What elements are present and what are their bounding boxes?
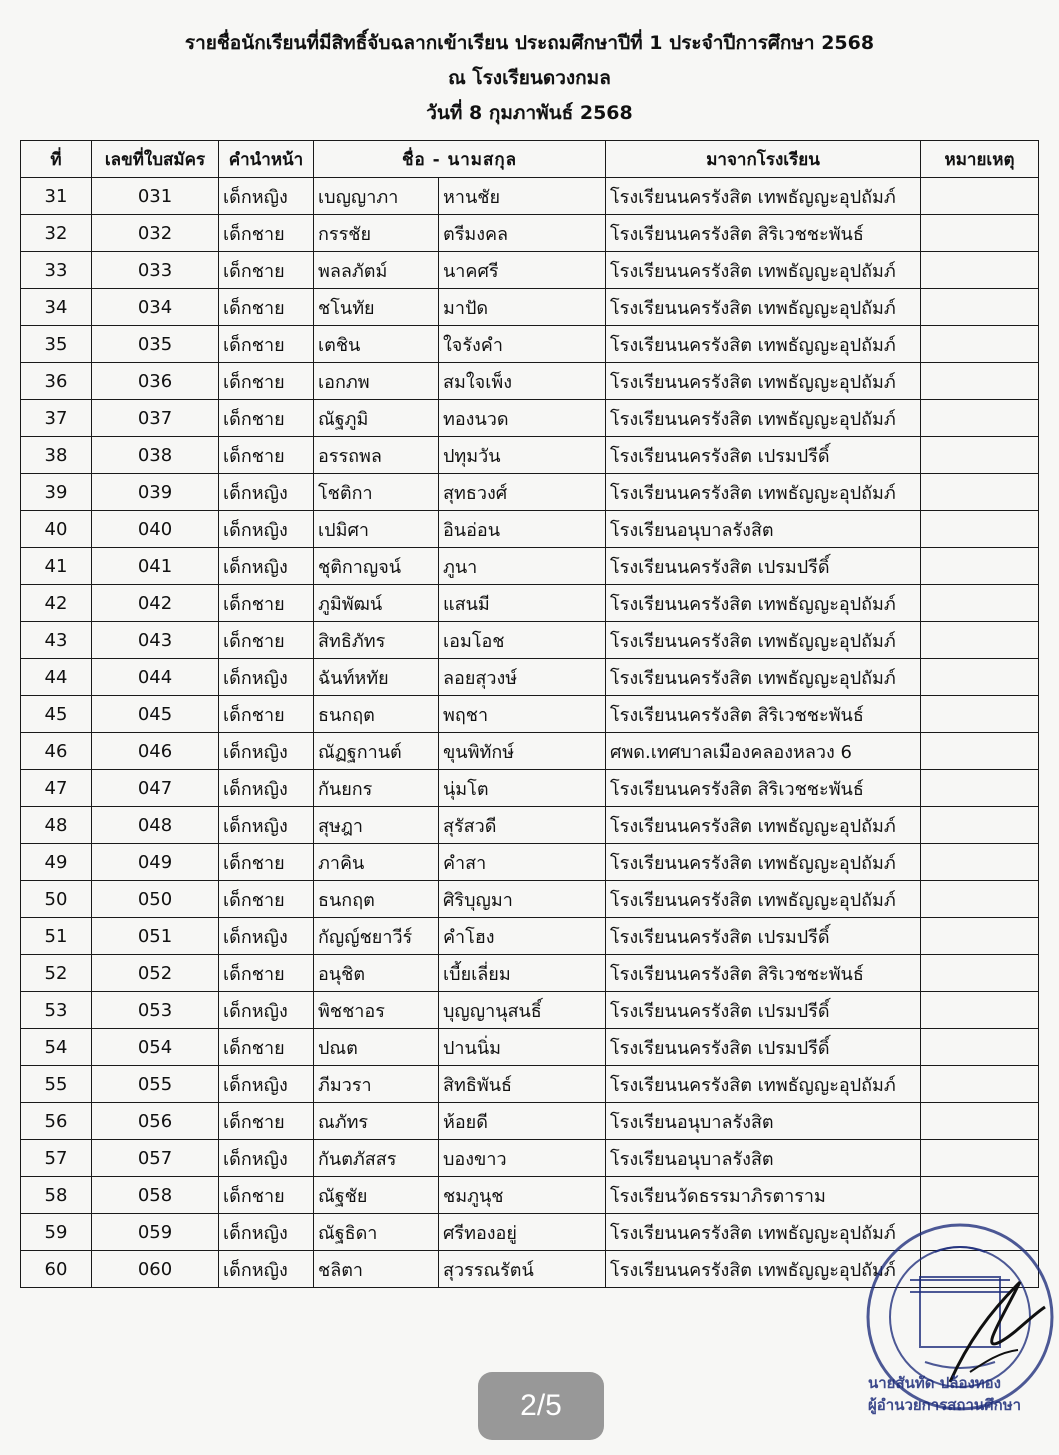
cell-no: 56	[21, 1103, 92, 1140]
cell-remark	[921, 659, 1039, 696]
cell-remark	[921, 881, 1039, 918]
table-row	[21, 955, 1039, 992]
table-row	[21, 548, 1039, 585]
cell-prefix: เด็กชาย	[219, 363, 314, 400]
cell-app-no: 055	[92, 1066, 219, 1103]
cell-school: โรงเรียนวัดธรรมาภิรตาราม	[606, 1177, 921, 1214]
cell-first-name: โชติกา	[314, 474, 439, 511]
cell-app-no: 056	[92, 1103, 219, 1140]
cell-first-name: ณัฏฐกานต์	[314, 733, 439, 770]
cell-prefix: เด็กชาย	[219, 1177, 314, 1214]
cell-school: โรงเรียนอนุบาลรังสิต	[606, 511, 921, 548]
cell-school: โรงเรียนนครรังสิต เทพธัญญะอุปถัมภ์	[606, 1066, 921, 1103]
cell-prefix: เด็กชาย	[219, 1103, 314, 1140]
cell-first-name: ปณต	[314, 1029, 439, 1066]
cell-app-no: 037	[92, 400, 219, 437]
cell-first-name: ภีมวรา	[314, 1066, 439, 1103]
cell-last-name: นุ่มโต	[439, 770, 606, 807]
cell-prefix: เด็กชาย	[219, 437, 314, 474]
cell-app-no: 051	[92, 918, 219, 955]
cell-last-name: พฤชา	[439, 696, 606, 733]
cell-app-no: 036	[92, 363, 219, 400]
cell-prefix: เด็กชาย	[219, 955, 314, 992]
cell-app-no: 053	[92, 992, 219, 1029]
cell-last-name: สุรัสวดี	[439, 807, 606, 844]
cell-app-no: 034	[92, 289, 219, 326]
cell-remark	[921, 622, 1039, 659]
cell-remark	[921, 474, 1039, 511]
cell-prefix: เด็กหญิง	[219, 511, 314, 548]
cell-remark	[921, 437, 1039, 474]
cell-app-no: 035	[92, 326, 219, 363]
cell-no: 52	[21, 955, 92, 992]
cell-last-name: สมใจเพ็ง	[439, 363, 606, 400]
header-school: ณ โรงเรียนดวงกมล	[448, 67, 611, 89]
cell-no: 51	[21, 918, 92, 955]
cell-prefix: เด็กหญิง	[219, 548, 314, 585]
cell-remark	[921, 548, 1039, 585]
table-row	[21, 659, 1039, 696]
col-header-remark: หมายเหตุ	[921, 141, 1039, 178]
cell-school: โรงเรียนนครรังสิต เทพธัญญะอุปถัมภ์	[606, 178, 921, 215]
cell-no: 35	[21, 326, 92, 363]
cell-prefix: เด็กหญิง	[219, 1140, 314, 1177]
cell-no: 38	[21, 437, 92, 474]
cell-remark	[921, 1140, 1039, 1177]
col-header-school: มาจากโรงเรียน	[606, 141, 921, 178]
table-row	[21, 252, 1039, 289]
cell-school: โรงเรียนนครรังสิต เปรมปรีดิ์	[606, 1029, 921, 1066]
cell-remark	[921, 363, 1039, 400]
cell-first-name: ธนกฤต	[314, 881, 439, 918]
table-row	[21, 992, 1039, 1029]
cell-prefix: เด็กชาย	[219, 622, 314, 659]
cell-last-name: เอมโอช	[439, 622, 606, 659]
cell-school: โรงเรียนนครรังสิต เปรมปรีดิ์	[606, 992, 921, 1029]
page-indicator: 2/5	[478, 1372, 604, 1440]
cell-school: โรงเรียนนครรังสิต เทพธัญญะอุปถัมภ์	[606, 252, 921, 289]
cell-first-name: เบญญาภา	[314, 178, 439, 215]
cell-no: 39	[21, 474, 92, 511]
cell-last-name: คำโฮง	[439, 918, 606, 955]
cell-no: 58	[21, 1177, 92, 1214]
cell-school: โรงเรียนนครรังสิต เทพธัญญะอุปถัมภ์	[606, 881, 921, 918]
cell-prefix: เด็กหญิง	[219, 733, 314, 770]
cell-prefix: เด็กหญิง	[219, 918, 314, 955]
cell-prefix: เด็กชาย	[219, 252, 314, 289]
cell-no: 59	[21, 1214, 92, 1251]
table-row	[21, 844, 1039, 881]
cell-remark	[921, 1066, 1039, 1103]
cell-last-name: บุญญานุสนธิ์	[439, 992, 606, 1029]
cell-school: โรงเรียนนครรังสิต สิริเวชชะพันธ์	[606, 955, 921, 992]
cell-first-name: ฉันท์หทัย	[314, 659, 439, 696]
document-header	[0, 26, 1059, 131]
cell-app-no: 032	[92, 215, 219, 252]
cell-no: 50	[21, 881, 92, 918]
cell-school: โรงเรียนอนุบาลรังสิต	[606, 1103, 921, 1140]
cell-first-name: ชุติกาญจน์	[314, 548, 439, 585]
cell-no: 43	[21, 622, 92, 659]
cell-app-no: 045	[92, 696, 219, 733]
table-row	[21, 770, 1039, 807]
cell-school: โรงเรียนนครรังสิต เทพธัญญะอุปถัมภ์	[606, 807, 921, 844]
cell-app-no: 054	[92, 1029, 219, 1066]
cell-last-name: อินอ่อน	[439, 511, 606, 548]
cell-remark	[921, 1103, 1039, 1140]
cell-prefix: เด็กหญิง	[219, 1214, 314, 1251]
table-row	[21, 696, 1039, 733]
cell-last-name: มาปัด	[439, 289, 606, 326]
cell-no: 36	[21, 363, 92, 400]
signer-title: ผู้อำนวยการสถานศึกษา	[868, 1396, 1022, 1414]
cell-app-no: 042	[92, 585, 219, 622]
cell-first-name: ณัฐธิดา	[314, 1214, 439, 1251]
cell-no: 48	[21, 807, 92, 844]
cell-app-no: 047	[92, 770, 219, 807]
cell-last-name: ตรีมงคล	[439, 215, 606, 252]
table-row	[21, 474, 1039, 511]
cell-app-no: 041	[92, 548, 219, 585]
cell-prefix: เด็กหญิง	[219, 659, 314, 696]
cell-remark	[921, 733, 1039, 770]
cell-app-no: 043	[92, 622, 219, 659]
cell-first-name: ณัฐภูมิ	[314, 400, 439, 437]
cell-no: 47	[21, 770, 92, 807]
cell-last-name: ปทุมวัน	[439, 437, 606, 474]
cell-last-name: ศรีทองอยู่	[439, 1214, 606, 1251]
cell-first-name: พิชชาอร	[314, 992, 439, 1029]
cell-school: โรงเรียนนครรังสิต เทพธัญญะอุปถัมภ์	[606, 400, 921, 437]
cell-no: 31	[21, 178, 92, 215]
cell-no: 32	[21, 215, 92, 252]
cell-school: โรงเรียนนครรังสิต เปรมปรีดิ์	[606, 548, 921, 585]
cell-app-no: 059	[92, 1214, 219, 1251]
cell-prefix: เด็กชาย	[219, 215, 314, 252]
cell-school: โรงเรียนนครรังสิต เทพธัญญะอุปถัมภ์	[606, 363, 921, 400]
cell-remark	[921, 400, 1039, 437]
table-row	[21, 881, 1039, 918]
signature-block	[868, 1372, 1059, 1416]
cell-school: โรงเรียนนครรังสิต เปรมปรีดิ์	[606, 437, 921, 474]
cell-remark	[921, 770, 1039, 807]
table-row	[21, 289, 1039, 326]
cell-no: 49	[21, 844, 92, 881]
col-header-name: ชื่อ - นามสกุล	[314, 141, 606, 178]
cell-last-name: สิทธิพันธ์	[439, 1066, 606, 1103]
cell-school: โรงเรียนนครรังสิต เทพธัญญะอุปถัมภ์	[606, 659, 921, 696]
cell-no: 44	[21, 659, 92, 696]
cell-no: 53	[21, 992, 92, 1029]
cell-first-name: กรรชัย	[314, 215, 439, 252]
cell-app-no: 038	[92, 437, 219, 474]
cell-last-name: แสนมี	[439, 585, 606, 622]
cell-app-no: 046	[92, 733, 219, 770]
cell-remark	[921, 1177, 1039, 1214]
cell-app-no: 057	[92, 1140, 219, 1177]
cell-prefix: เด็กหญิง	[219, 992, 314, 1029]
cell-school: โรงเรียนนครรังสิต เทพธัญญะอุปถัมภ์	[606, 289, 921, 326]
student-list-table	[20, 140, 1039, 1288]
cell-last-name: ชมภูนุช	[439, 1177, 606, 1214]
header-title: รายชื่อนักเรียนที่มีสิทธิ์จับฉลากเข้าเรียน ประถมศึกษาปีที่ 1 ประจำปีการศึกษา 2568	[184, 32, 875, 54]
cell-school: โรงเรียนนครรังสิต เทพธัญญะอุปถัมภ์	[606, 585, 921, 622]
cell-app-no: 060	[92, 1251, 219, 1288]
table-row	[21, 326, 1039, 363]
header-date: วันที่ 8 กุมภาพันธ์ 2568	[426, 102, 633, 124]
cell-no: 55	[21, 1066, 92, 1103]
cell-remark	[921, 992, 1039, 1029]
table-row	[21, 807, 1039, 844]
cell-remark	[921, 289, 1039, 326]
col-header-no: ที่	[21, 141, 92, 178]
cell-last-name: สุทธวงศ์	[439, 474, 606, 511]
col-header-prefix: คำนำหน้า	[219, 141, 314, 178]
cell-school: ศพด.เทศบาลเมืองคลองหลวง 6	[606, 733, 921, 770]
table-row	[21, 178, 1039, 215]
table-row	[21, 400, 1039, 437]
cell-school: โรงเรียนนครรังสิต เทพธัญญะอุปถัมภ์	[606, 1214, 921, 1251]
cell-last-name: คำสา	[439, 844, 606, 881]
cell-last-name: ห้อยดี	[439, 1103, 606, 1140]
cell-first-name: ชลิตา	[314, 1251, 439, 1288]
cell-prefix: เด็กหญิง	[219, 770, 314, 807]
cell-app-no: 039	[92, 474, 219, 511]
cell-app-no: 044	[92, 659, 219, 696]
cell-school: โรงเรียนนครรังสิต เทพธัญญะอุปถัมภ์	[606, 844, 921, 881]
cell-first-name: สุษฎา	[314, 807, 439, 844]
cell-remark	[921, 585, 1039, 622]
cell-remark	[921, 1029, 1039, 1066]
table-row	[21, 622, 1039, 659]
cell-last-name: หานชัย	[439, 178, 606, 215]
cell-school: โรงเรียนอนุบาลรังสิต	[606, 1140, 921, 1177]
cell-first-name: ณภัทร	[314, 1103, 439, 1140]
cell-prefix: เด็กชาย	[219, 1029, 314, 1066]
cell-app-no: 048	[92, 807, 219, 844]
table-row	[21, 363, 1039, 400]
cell-first-name: สิทธิภัทร	[314, 622, 439, 659]
table-row	[21, 215, 1039, 252]
cell-first-name: เปมิศา	[314, 511, 439, 548]
cell-school: โรงเรียนนครรังสิต สิริเวชชะพันธ์	[606, 696, 921, 733]
cell-no: 41	[21, 548, 92, 585]
cell-first-name: ธนกฤต	[314, 696, 439, 733]
cell-last-name: ทองนวด	[439, 400, 606, 437]
cell-prefix: เด็กชาย	[219, 881, 314, 918]
cell-remark	[921, 215, 1039, 252]
cell-first-name: เอกภพ	[314, 363, 439, 400]
cell-last-name: ปานนิ่ม	[439, 1029, 606, 1066]
cell-prefix: เด็กชาย	[219, 289, 314, 326]
cell-prefix: เด็กชาย	[219, 400, 314, 437]
cell-app-no: 050	[92, 881, 219, 918]
cell-remark	[921, 918, 1039, 955]
cell-prefix: เด็กชาย	[219, 844, 314, 881]
table-row	[21, 1177, 1039, 1214]
signer-name: นายสันทัด ปล้องทอง	[868, 1374, 1001, 1392]
cell-school: โรงเรียนนครรังสิต เปรมปรีดิ์	[606, 918, 921, 955]
cell-school: โรงเรียนนครรังสิต สิริเวชชะพันธ์	[606, 770, 921, 807]
cell-prefix: เด็กชาย	[219, 585, 314, 622]
cell-last-name: เบี้ยเลี่ยม	[439, 955, 606, 992]
cell-school: โรงเรียนนครรังสิต เทพธัญญะอุปถัมภ์	[606, 622, 921, 659]
cell-no: 57	[21, 1140, 92, 1177]
cell-remark	[921, 807, 1039, 844]
cell-first-name: กันยกร	[314, 770, 439, 807]
cell-no: 34	[21, 289, 92, 326]
cell-last-name: สุวรรณรัตน์	[439, 1251, 606, 1288]
cell-last-name: ใจรังคำ	[439, 326, 606, 363]
cell-last-name: ขุนพิทักษ์	[439, 733, 606, 770]
cell-no: 54	[21, 1029, 92, 1066]
cell-remark	[921, 844, 1039, 881]
cell-app-no: 052	[92, 955, 219, 992]
cell-no: 60	[21, 1251, 92, 1288]
cell-app-no: 049	[92, 844, 219, 881]
cell-last-name: นาคศรี	[439, 252, 606, 289]
table-row	[21, 1066, 1039, 1103]
table-row	[21, 511, 1039, 548]
table-row	[21, 1029, 1039, 1066]
cell-school: โรงเรียนนครรังสิต เทพธัญญะอุปถัมภ์	[606, 474, 921, 511]
cell-first-name: ชโนทัย	[314, 289, 439, 326]
cell-prefix: เด็กหญิง	[219, 807, 314, 844]
table-row	[21, 733, 1039, 770]
cell-first-name: กัญญ์ชยาวีร์	[314, 918, 439, 955]
cell-no: 33	[21, 252, 92, 289]
cell-last-name: ศิริบุญมา	[439, 881, 606, 918]
cell-last-name: ภูนา	[439, 548, 606, 585]
cell-app-no: 033	[92, 252, 219, 289]
cell-remark	[921, 696, 1039, 733]
cell-first-name: อนุชิต	[314, 955, 439, 992]
cell-first-name: ณัฐชัย	[314, 1177, 439, 1214]
cell-remark	[921, 511, 1039, 548]
table-row	[21, 585, 1039, 622]
cell-prefix: เด็กหญิง	[219, 1251, 314, 1288]
cell-no: 40	[21, 511, 92, 548]
cell-first-name: กันตภัสสร	[314, 1140, 439, 1177]
col-header-app-no: เลขที่ใบสมัคร	[92, 141, 219, 178]
cell-app-no: 031	[92, 178, 219, 215]
cell-first-name: ภาคิน	[314, 844, 439, 881]
cell-prefix: เด็กหญิง	[219, 178, 314, 215]
cell-app-no: 058	[92, 1177, 219, 1214]
cell-remark	[921, 178, 1039, 215]
table-header-row	[21, 141, 1039, 178]
cell-first-name: ภูมิพัฒน์	[314, 585, 439, 622]
table-row	[21, 437, 1039, 474]
cell-school: โรงเรียนนครรังสิต เทพธัญญะอุปถัมภ์	[606, 326, 921, 363]
cell-remark	[921, 326, 1039, 363]
cell-first-name: อรรถพล	[314, 437, 439, 474]
cell-last-name: ลอยสุวงษ์	[439, 659, 606, 696]
table-row	[21, 918, 1039, 955]
cell-no: 45	[21, 696, 92, 733]
table-row	[21, 1103, 1039, 1140]
cell-school: โรงเรียนนครรังสิต เทพธัญญะอุปถัมภ์	[606, 1251, 921, 1288]
cell-no: 37	[21, 400, 92, 437]
cell-app-no: 040	[92, 511, 219, 548]
cell-prefix: เด็กหญิง	[219, 1066, 314, 1103]
cell-prefix: เด็กหญิง	[219, 474, 314, 511]
cell-prefix: เด็กชาย	[219, 696, 314, 733]
cell-first-name: พลลภัตม์	[314, 252, 439, 289]
cell-school: โรงเรียนนครรังสิต สิริเวชชะพันธ์	[606, 215, 921, 252]
cell-no: 42	[21, 585, 92, 622]
cell-first-name: เตชิน	[314, 326, 439, 363]
table-row	[21, 1140, 1039, 1177]
cell-no: 46	[21, 733, 92, 770]
cell-last-name: บองขาว	[439, 1140, 606, 1177]
cell-remark	[921, 252, 1039, 289]
cell-prefix: เด็กชาย	[219, 326, 314, 363]
cell-remark	[921, 955, 1039, 992]
